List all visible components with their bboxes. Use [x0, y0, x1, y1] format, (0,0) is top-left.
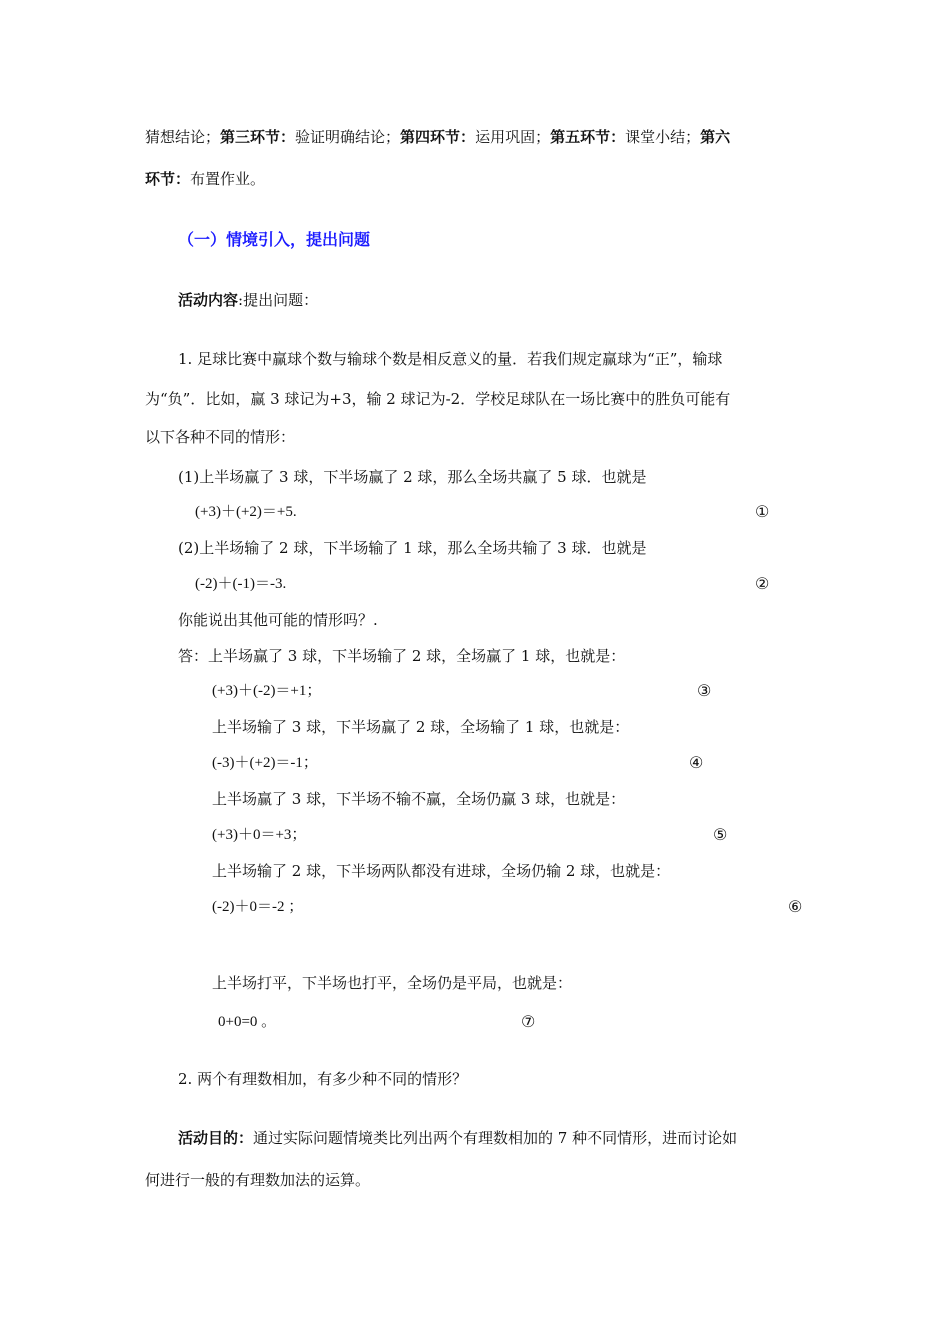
intro-bold: 环节： — [145, 170, 191, 188]
intro-line-2 — [145, 169, 265, 189]
activity-content — [178, 290, 318, 310]
activity-goal-line-1 — [178, 1128, 737, 1148]
activity-goal-label: 活动目的： — [178, 1129, 254, 1147]
case6-equation: (-2)＋0＝-2 ； — [212, 899, 304, 915]
case4-equation: (-3)＋(+2)＝-1； — [212, 755, 318, 771]
other-cases-question: 你能说出其他可能的情形吗？. — [178, 611, 378, 629]
answer-label: 答：上半场赢了 3 球，下半场输了 2 球，全场赢了 1 球，也就是： — [178, 647, 626, 665]
case7-marker: ⑦ — [521, 1012, 536, 1031]
case4-text: 上半场输了 3 球，下半场赢了 2 球，全场输了 1 球，也就是： — [212, 718, 630, 736]
case1-text: (1)上半场赢了 3 球，下半场赢了 2 球，那么全场共赢了 5 球．也就是 — [178, 468, 647, 486]
case3-marker: ③ — [697, 681, 712, 700]
case5-text: 上半场赢了 3 球，下半场不输不赢，全场仍赢 3 球，也就是： — [212, 790, 626, 808]
intro-seg: 运用巩固； — [475, 128, 551, 146]
case5-equation: (+3)＋0＝+3； — [212, 827, 307, 843]
intro-seg: 第五环节： — [550, 128, 626, 146]
intro-seg: 第四环节： — [400, 128, 476, 146]
case4-marker: ④ — [689, 753, 704, 772]
case1-equation: (+3)＋(+2)＝+5. — [195, 504, 297, 520]
case6-text: 上半场输了 2 球，下半场两队都没有进球，全场仍输 2 球，也就是： — [212, 862, 671, 880]
section-heading: （一）情境引入，提出问题 — [178, 230, 371, 249]
case7-text: 上半场打平，下半场也打平，全场仍是平局，也就是： — [212, 974, 573, 992]
case3-equation: (+3)＋(-2)＝+1； — [212, 683, 322, 699]
q2: 2. 两个有理数相加，有多少种不同的情形？ — [178, 1070, 468, 1088]
activity-content-text: :提出问题： — [238, 291, 319, 309]
case1-marker: ① — [755, 502, 770, 521]
intro-seg: 第六 — [700, 128, 731, 146]
intro-seg: 猜想结论； — [145, 128, 221, 146]
intro-seg: 第三环节： — [220, 128, 296, 146]
intro-seg: 验证明确结论； — [295, 128, 401, 146]
q1-line-3: 以下各种不同的情形： — [145, 428, 296, 446]
activity-goal-text: 通过实际问题情境类比列出两个有理数相加的 7 种不同情形，进而讨论如 — [253, 1129, 738, 1147]
case2-marker: ② — [755, 574, 770, 593]
case6-marker: ⑥ — [788, 897, 803, 916]
case2-text: (2)上半场输了 2 球，下半场输了 1 球，那么全场共输了 3 球．也就是 — [178, 539, 647, 557]
intro-rest: 布置作业。 — [190, 170, 266, 188]
activity-content-label: 活动内容 — [178, 291, 239, 309]
case2-equation: (-2)＋(-1)＝-3. — [195, 576, 287, 592]
case5-marker: ⑤ — [713, 825, 728, 844]
intro-line-1 — [145, 127, 730, 147]
case7-equation: 0+0=0 。 — [218, 1014, 277, 1030]
q1-line-2: 为“负”．比如，赢 3 球记为+3，输 2 球记为-2．学校足球队在一场比赛中的胜负可能有 — [145, 390, 731, 408]
q1-line-1: 1. 足球比赛中赢球个数与输球个数是相反意义的量．若我们规定赢球为“正”，输球 — [178, 350, 723, 368]
activity-goal-line-2: 何进行一般的有理数加法的运算。 — [145, 1171, 371, 1189]
intro-seg: 课堂小结； — [625, 128, 701, 146]
